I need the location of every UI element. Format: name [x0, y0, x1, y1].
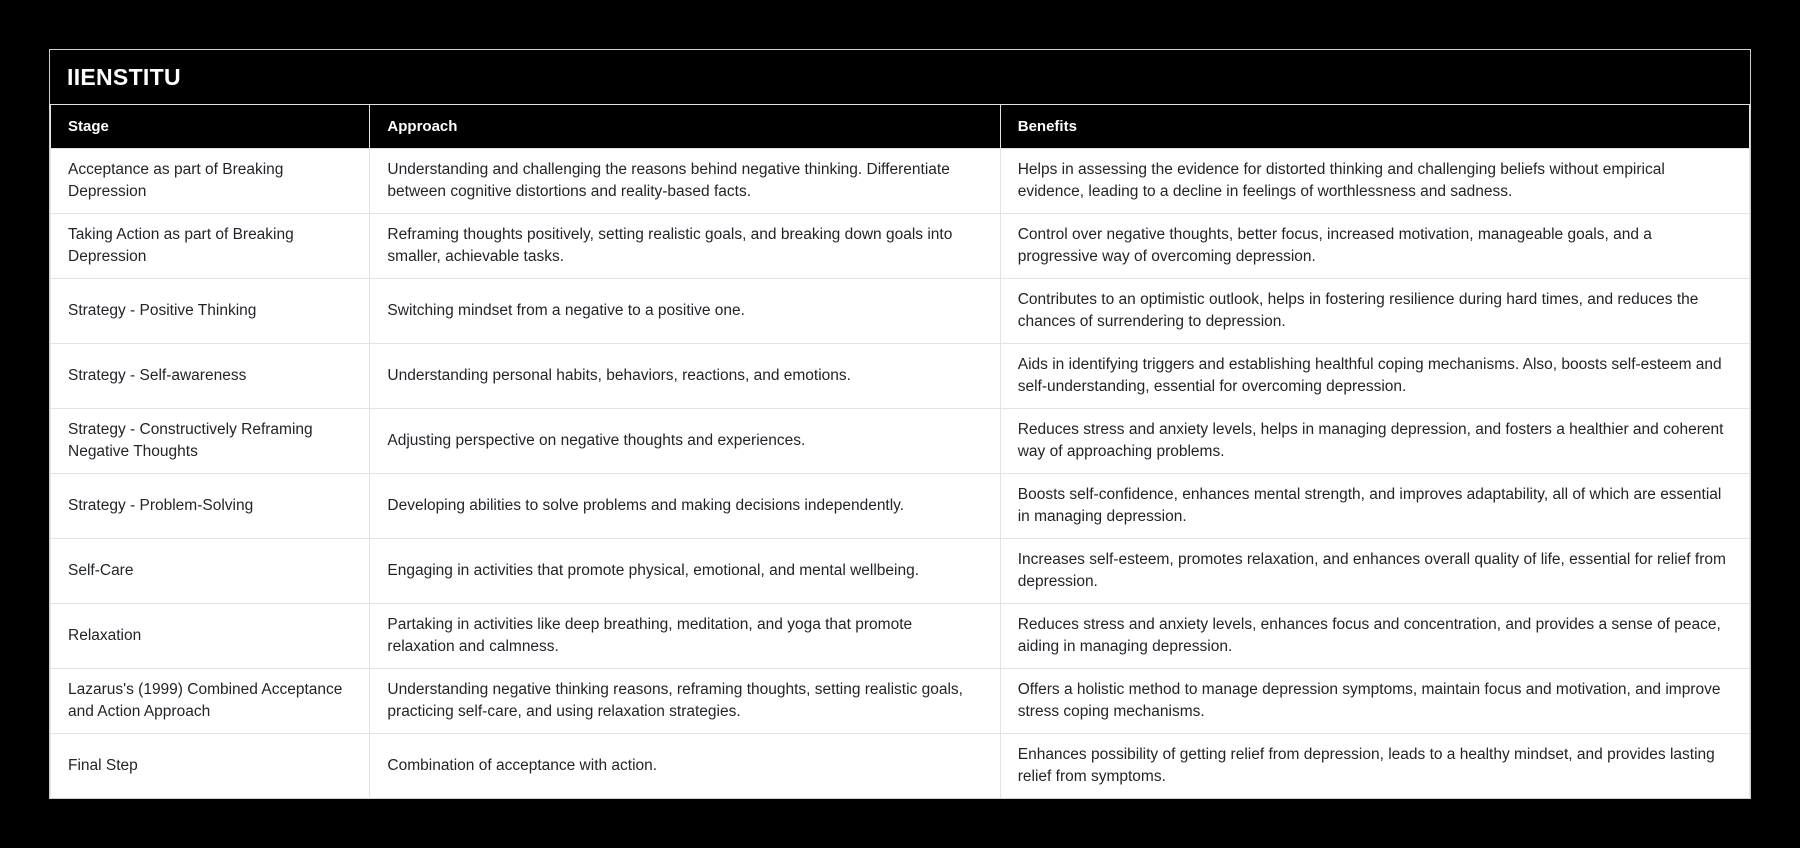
cell-stage: Strategy - Self-awareness [51, 344, 370, 409]
cell-approach: Adjusting perspective on negative thoughts and experiences. [370, 409, 1000, 474]
table-row [51, 344, 1750, 409]
table-row [51, 669, 1750, 734]
page-title: IIENSTITU [50, 50, 1750, 104]
cell-benefits: Enhances possibility of getting relief from depression, leads to a healthy mindset, and provides lasting relief from symptoms. [1000, 734, 1749, 799]
cell-approach: Engaging in activities that promote physical, emotional, and mental wellbeing. [370, 539, 1000, 604]
cell-stage: Strategy - Problem-Solving [51, 474, 370, 539]
cell-stage: Self-Care [51, 539, 370, 604]
table-body [51, 149, 1750, 799]
cell-benefits: Aids in identifying triggers and establishing healthful coping mechanisms. Also, boosts self-esteem and self-understanding, essential for overcoming depression. [1000, 344, 1749, 409]
cell-benefits: Contributes to an optimistic outlook, helps in fostering resilience during hard times, and reduces the chances of surrendering to depression. [1000, 279, 1749, 344]
depression-strategies-table [50, 104, 1750, 799]
cell-approach: Combination of acceptance with action. [370, 734, 1000, 799]
cell-stage: Taking Action as part of Breaking Depression [51, 214, 370, 279]
cell-benefits: Control over negative thoughts, better focus, increased motivation, manageable goals, and a progressive way of overcoming depression. [1000, 214, 1749, 279]
cell-stage: Strategy - Constructively Reframing Negative Thoughts [51, 409, 370, 474]
cell-benefits: Increases self-esteem, promotes relaxation, and enhances overall quality of life, essential for relief from depression. [1000, 539, 1749, 604]
cell-stage: Final Step [51, 734, 370, 799]
cell-approach: Understanding negative thinking reasons, reframing thoughts, setting realistic goals, practicing self-care, and using relaxation strategies. [370, 669, 1000, 734]
cell-stage: Acceptance as part of Breaking Depression [51, 149, 370, 214]
cell-benefits: Reduces stress and anxiety levels, helps in managing depression, and fosters a healthier and coherent way of approaching problems. [1000, 409, 1749, 474]
cell-benefits: Reduces stress and anxiety levels, enhances focus and concentration, and provides a sense of peace, aiding in managing depression. [1000, 604, 1749, 669]
table-row [51, 734, 1750, 799]
table-row [51, 604, 1750, 669]
cell-approach: Switching mindset from a negative to a positive one. [370, 279, 1000, 344]
cell-stage: Strategy - Positive Thinking [51, 279, 370, 344]
table-header-row [51, 105, 1750, 149]
table-row [51, 149, 1750, 214]
table-row [51, 214, 1750, 279]
cell-stage: Relaxation [51, 604, 370, 669]
table-row [51, 279, 1750, 344]
cell-approach: Understanding and challenging the reasons behind negative thinking. Differentiate between cognitive distortions and reality-based facts. [370, 149, 1000, 214]
cell-benefits: Offers a holistic method to manage depression symptoms, maintain focus and motivation, and improve stress coping mechanisms. [1000, 669, 1749, 734]
cell-approach: Developing abilities to solve problems and making decisions independently. [370, 474, 1000, 539]
cell-benefits: Boosts self-confidence, enhances mental strength, and improves adaptability, all of which are essential in managing depression. [1000, 474, 1749, 539]
cell-benefits: Helps in assessing the evidence for distorted thinking and challenging beliefs without empirical evidence, leading to a decline in feelings of worthlessness and sadness. [1000, 149, 1749, 214]
cell-stage: Lazarus's (1999) Combined Acceptance and Action Approach [51, 669, 370, 734]
column-header-approach: Approach [370, 105, 1000, 149]
table-card [49, 49, 1751, 799]
cell-approach: Partaking in activities like deep breathing, meditation, and yoga that promote relaxation and calmness. [370, 604, 1000, 669]
table-row [51, 474, 1750, 539]
cell-approach: Reframing thoughts positively, setting realistic goals, and breaking down goals into smaller, achievable tasks. [370, 214, 1000, 279]
column-header-benefits: Benefits [1000, 105, 1749, 149]
table-row [51, 539, 1750, 604]
column-header-stage: Stage [51, 105, 370, 149]
table-row [51, 409, 1750, 474]
cell-approach: Understanding personal habits, behaviors, reactions, and emotions. [370, 344, 1000, 409]
